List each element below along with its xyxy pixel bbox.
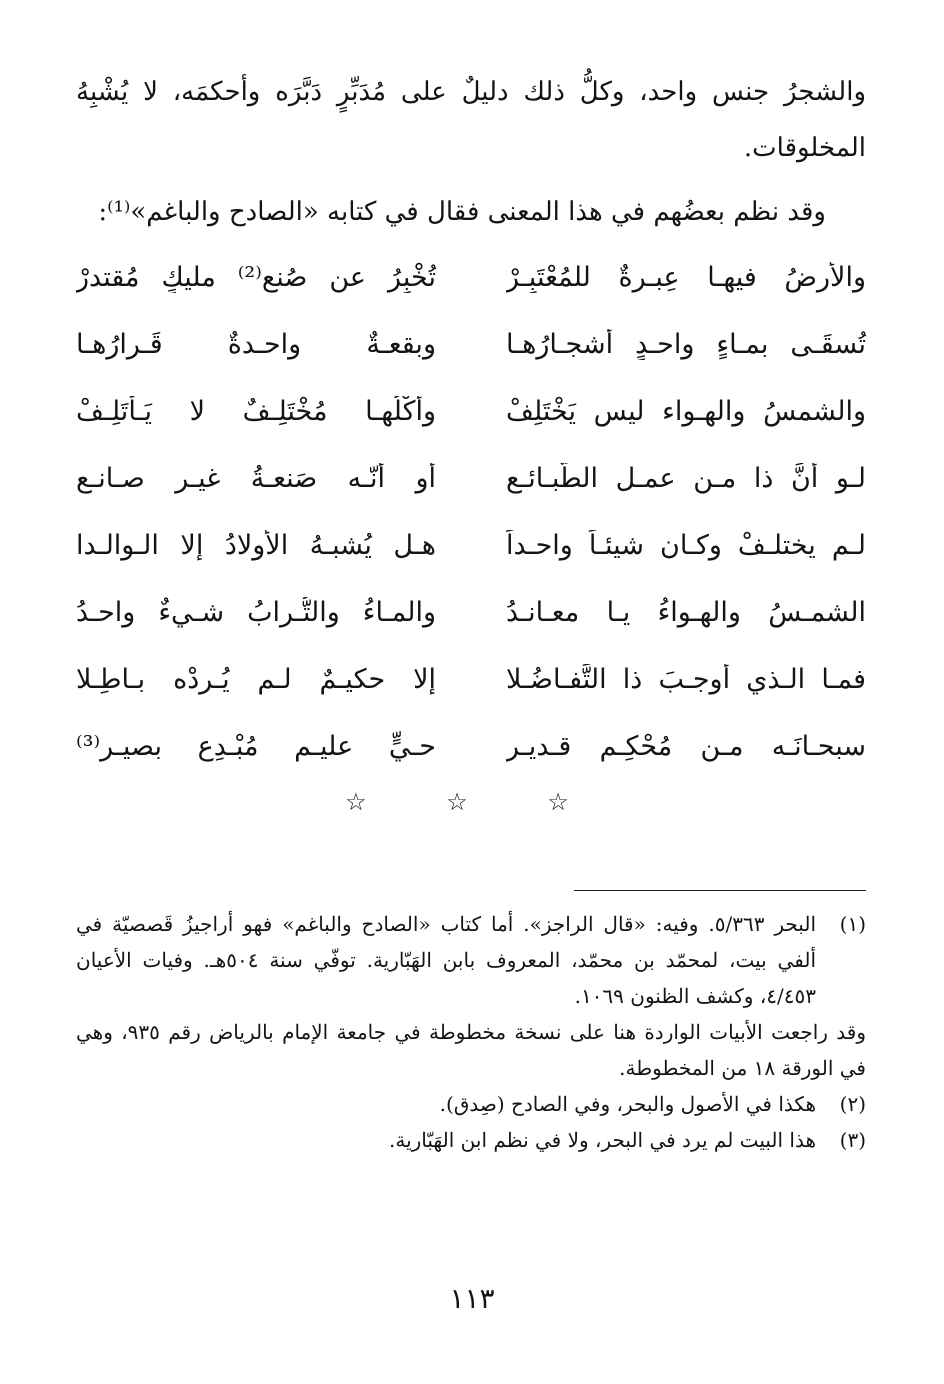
poem-introduction: وقد نظم بعضُهم في هذا المعنى فقال في كتابه «الصادح والباغم»⁽¹⁾:	[98, 197, 826, 227]
footnote-number: (٣)	[839, 1128, 866, 1152]
verse-second-hemistich: وبقعـةٌ واحـدةٌ قَـرارُهـا	[76, 329, 436, 360]
verse-second-hemistich: حـيٍّ عليـمٍ مُبْـدِعٍ بصيـرِ⁽³⁾	[76, 731, 436, 762]
footnote-number: (٢)	[839, 1092, 866, 1116]
footnote-text: هكذا في الأصول والبحر، وفي الصادح (صِدق).	[439, 1092, 816, 1116]
verse-first-hemistich: والشمسُ والهـواء ليس يَخْتَلِفْ	[506, 396, 866, 427]
footnote-number: (١)	[839, 912, 866, 936]
footnote-text: هذا البيت لم يرد في البحر، ولا في نظم ابن الهَبّارية.	[389, 1128, 816, 1152]
star-icon: ☆	[446, 788, 498, 816]
section-separator	[0, 788, 944, 816]
poem-verse	[76, 512, 866, 579]
footnote-text: وقد راجعت الأبيات الواردة هنا على نسخة مخطوطة في جامعة الإمام بالرياض رقم ٩٣٥، وهي في الورقة ١٨ من المخطوطة.	[76, 1020, 866, 1080]
poem-verse	[76, 713, 866, 780]
verse-second-hemistich: والمـاءُ والتُّـرابُ شـيءٌ واحـدُ	[76, 597, 436, 628]
verse-first-hemistich: لـم يختلـفْ وكـان شيئـاً واحـداً	[506, 530, 866, 561]
verse-first-hemistich: لـو أنَّ ذا مـن عمـل الطَّبـائـعِ	[506, 463, 866, 494]
star-icon: ☆	[345, 788, 397, 816]
verse-second-hemistich: أو أنّـه صَنعـةُ غيـرِ صـانـعِ	[76, 463, 436, 494]
poem-verse	[76, 378, 866, 445]
footnote-item	[76, 1086, 866, 1122]
poem-verse	[76, 579, 866, 646]
verse-first-hemistich: تُسقَـى بمـاءٍ واحـدٍ أشجـارُهـا	[506, 329, 866, 360]
poem	[76, 244, 866, 780]
body-paragraph: والشجرُ جنس واحد، وكلُّ ذلك دليلٌ على مُدَبِّرٍ دَبَّرَه وأحكمَه، لا يُشْبِهُ المخلوقات.	[76, 77, 866, 163]
footnote-item	[76, 906, 866, 1086]
verse-second-hemistich: إلا حكيـمٌ لـم يُـرِدْه بـاطِـلا	[76, 664, 436, 695]
page-number: ١١٣	[449, 1282, 495, 1315]
footnotes	[76, 906, 866, 1158]
poem-verse	[76, 646, 866, 713]
verse-first-hemistich: سبحـانَـه مـن مُحْكِـمٍ قـديـرِ	[506, 731, 866, 762]
footnote-divider	[574, 890, 866, 891]
verse-second-hemistich: وأُكْلُهـا مُخْتَلِـفٌ لا يَـأْتَلِـفْ	[76, 396, 436, 427]
poem-verse	[76, 445, 866, 512]
poem-verse	[76, 244, 866, 311]
verse-first-hemistich: الشمـسُ والهـواءُ يـا معـانـدُ	[506, 597, 866, 628]
verse-first-hemistich: والأرضُ فيهـا عِبـرةٌ للمُعْتَبِـرْ	[506, 262, 866, 293]
verse-second-hemistich: هـل يُشبـهُ الأولادُ إلا الـوالـدا	[76, 530, 436, 561]
verse-second-hemistich: تُخْبِرُ عن صُنعِ⁽²⁾ مليكٍ مُقتدرْ	[76, 262, 436, 293]
verse-first-hemistich: فمـا الـذي أوجـبَ ذا التَّفـاضُـلا	[506, 664, 866, 695]
footnote-text: البحر ٥/٣٦٣. وفيه: «قال الراجز». أما كتاب «الصادح والباغم» فهو أراجيزُ قَصصيّة في ألفي بيت، لمحمّد بن محمّد، المعروف بابن الهَبّارية. توفّي سنة ٥٠٤هـ. وفيات الأعيان ٤/٤٥٣، وكشف الظنون ١٠٦٩.	[76, 912, 816, 1008]
footnote-item	[76, 1122, 866, 1158]
star-icon: ☆	[547, 788, 599, 816]
poem-verse	[76, 311, 866, 378]
